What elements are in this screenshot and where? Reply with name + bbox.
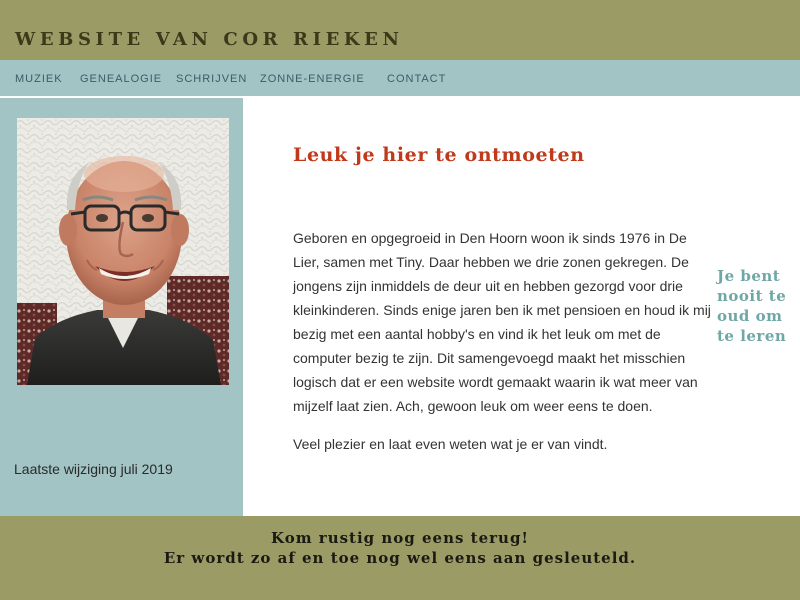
page-heading: Leuk je hier te ontmoeten <box>293 144 585 166</box>
sidebar <box>0 98 243 516</box>
motto-line: te leren <box>717 327 787 345</box>
site-header <box>0 0 800 60</box>
nav-item-contact[interactable]: CONTACT <box>387 73 447 85</box>
motto-line: oud om <box>717 307 783 325</box>
nav-item-genealogie[interactable]: GENEALOGIE <box>80 73 163 85</box>
intro-paragraph: Geboren en opgegroeid in Den Hoorn woon ik sinds 1976 in De Lier, samen met Tiny. Daar hebben we drie zonen gekregen. De jongens zijn inmiddels de deur uit en hebben gezorgd voor drie kleinkinderen. Sinds enige jaren ben ik met pensioen en houd ik mij bezig met een aantal hobby's en vind ik het leuk om met de computer bezig te zijn. Dit samengevoegd maakt het misschien logisch dat er een website wordt gemaakt waarin ik wat meer van mijzelf laat zien. Ach, gewoon leuk om weer eens te doen. <box>293 230 711 414</box>
main-nav <box>0 60 800 98</box>
portrait-photo <box>17 118 229 385</box>
site-title: WEBSITE VAN COR RIEKEN <box>15 29 404 50</box>
footer-line-1: Kom rustig nog eens terug! <box>270 529 530 547</box>
motto-line: nooit te <box>717 287 787 305</box>
site-footer <box>0 516 800 600</box>
footer-line-2: Er wordt zo af en toe nog wel eens aan gesleuteld. <box>163 549 637 567</box>
nav-item-schrijven[interactable]: SCHRIJVEN <box>176 73 248 85</box>
nav-item-zonne-energie[interactable]: ZONNE-ENERGIE <box>260 73 365 85</box>
nav-item-muziek[interactable]: MUZIEK <box>15 73 63 85</box>
motto-quote <box>717 266 800 346</box>
last-modified-note: Laatste wijziging juli 2019 <box>14 461 173 477</box>
closing-paragraph: Veel plezier en laat even weten wat je er van vindt. <box>293 436 608 452</box>
motto-line: Je bent <box>717 267 781 285</box>
